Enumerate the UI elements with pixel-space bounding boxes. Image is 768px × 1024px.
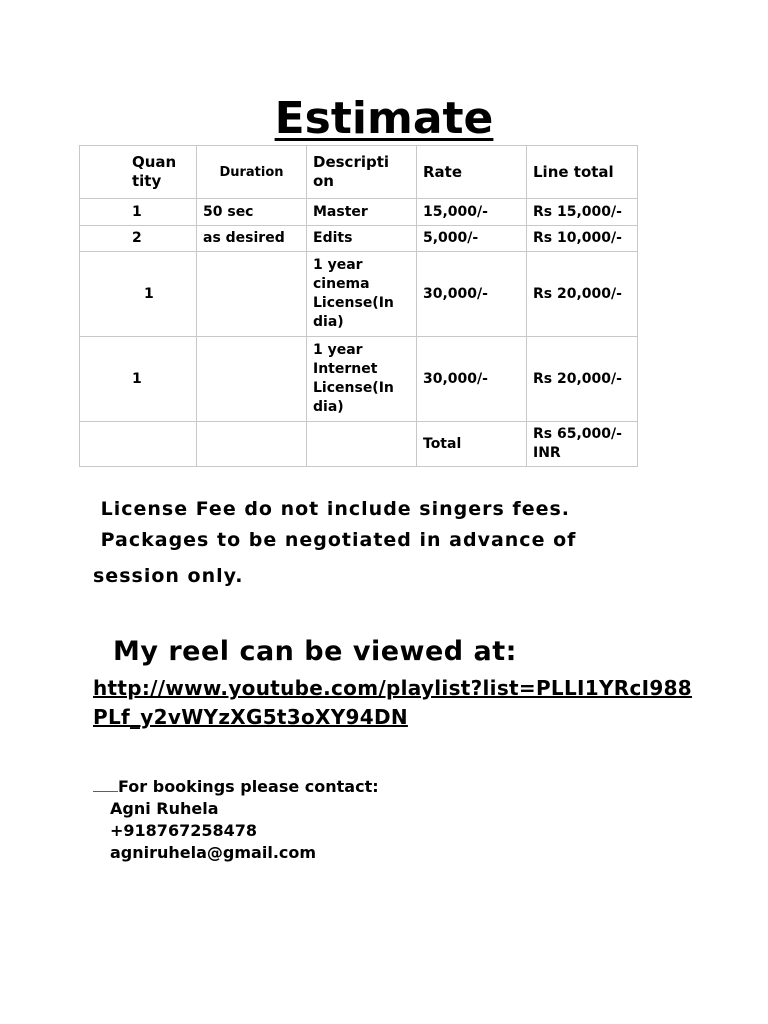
- contact-heading: For bookings please contact:: [118, 777, 379, 796]
- cell-duration: [197, 252, 307, 337]
- cell-description: Edits: [307, 226, 417, 252]
- cell-rate: 15,000/-: [417, 199, 527, 226]
- document-title: Estimate: [274, 93, 494, 144]
- table-header-row: [80, 146, 638, 199]
- table-row: [80, 226, 638, 252]
- table-row: [80, 199, 638, 226]
- table-total-row: [80, 422, 638, 467]
- cell-grand-total: Rs 65,000/- INR: [527, 422, 638, 467]
- estimate-table: [79, 145, 638, 467]
- cell-rate: 30,000/-: [417, 337, 527, 422]
- cell-quantity: [80, 422, 197, 467]
- cell-quantity: 1: [80, 337, 197, 422]
- cell-description: 1 year Internet License(In dia): [307, 337, 417, 422]
- cell-rate: 30,000/-: [417, 252, 527, 337]
- cell-duration: [197, 422, 307, 467]
- header-quantity: Quan tity: [80, 146, 197, 199]
- cell-duration: 50 sec: [197, 199, 307, 226]
- cell-quantity: 1: [80, 252, 197, 337]
- cell-description: [307, 422, 417, 467]
- header-rate: Rate: [417, 146, 527, 199]
- cell-total-label: Total: [417, 422, 527, 467]
- note-license-fee: License Fee do not include singers fees.: [93, 498, 570, 520]
- cell-quantity: 1: [80, 199, 197, 226]
- contact-heading-line: [93, 776, 379, 798]
- reel-heading: My reel can be viewed at:: [113, 636, 517, 667]
- header-description: Descripti on: [307, 146, 417, 199]
- header-line-total: Line total: [527, 146, 638, 199]
- note-packages: Packages to be negotiated in advance of: [93, 529, 577, 551]
- cell-line-total: Rs 10,000/-: [527, 226, 638, 252]
- table-row: [80, 337, 638, 422]
- contact-email[interactable]: agniruhela@gmail.com: [110, 843, 317, 862]
- underline-marker: [93, 777, 118, 792]
- contact-name: Agni Ruhela: [110, 799, 219, 818]
- contact-block: [93, 776, 379, 864]
- contact-phone: +918767258478: [110, 821, 257, 840]
- cell-quantity: 2: [80, 226, 197, 252]
- cell-duration: [197, 337, 307, 422]
- cell-description: 1 year cinema License(In dia): [307, 252, 417, 337]
- cell-duration: as desired: [197, 226, 307, 252]
- cell-rate: 5,000/-: [417, 226, 527, 252]
- cell-line-total: Rs 15,000/-: [527, 199, 638, 226]
- cell-line-total: Rs 20,000/-: [527, 337, 638, 422]
- note-session: session only.: [93, 565, 244, 587]
- header-duration: Duration: [197, 146, 307, 199]
- cell-line-total: Rs 20,000/-: [527, 252, 638, 337]
- table-row: [80, 252, 638, 337]
- cell-description: Master: [307, 199, 417, 226]
- reel-link[interactable]: http://www.youtube.com/playlist?list=PLLI1YRcI988PLf_y2vWYzXG5t3oXY94DN: [93, 676, 692, 729]
